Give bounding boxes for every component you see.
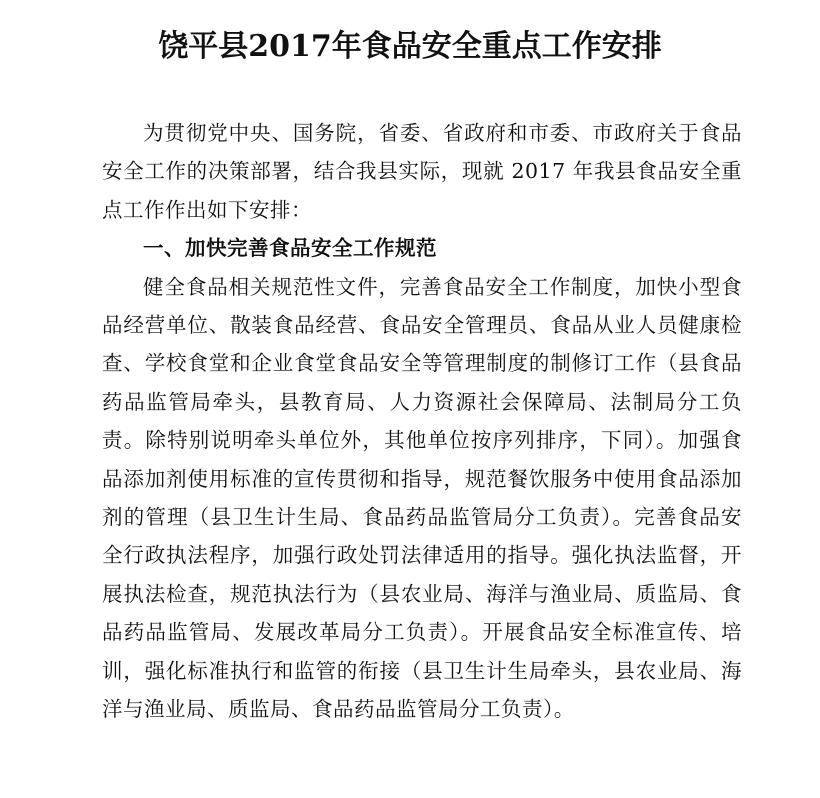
section-heading: 一、加快完善食品安全工作规范 [143, 236, 437, 261]
document-body [102, 114, 742, 729]
document-title: 饶平县2017年食品安全重点工作安排 [158, 29, 662, 64]
section-paragraph: 健全食品相关规范性文件，完善食品安全工作制度，加快小型食品经营单位、散装食品经营、食品安全管理员、食品从业人员健康检查、学校食堂和企业食堂食品安全等管理制度的制修订工作（县食品药品监管局牵头，县教育局、人力资源社会保障局、法制局分工负责。除特别说明牵头单位外，其他单位按序列排序，下同）。加强食品添加剂使用标准的宣传贯彻和指导，规范餐饮服务中使用食品添加剂的管理（县卫生计生局、食品药品监管局分工负责）。完善食品安全行政执法程序，加强行政处罚法律适用的指导。强化执法监督，开展执法检查，规范执法行为（县农业局、海洋与渔业局、质监局、食品药品监管局、发展改革局分工负责）。开展食品安全标准宣传、培训，强化标准执行和监管的衔接（县卫生计生局牵头，县农业局、海洋与渔业局、质监局、食品药品监管局分工负责）。 [102, 274, 742, 722]
intro-paragraph: 为贯彻党中央、国务院，省委、省政府和市委、市政府关于食品安全工作的决策部署，结合我县实际，现就 2017 年我县食品安全重点工作作出如下安排： [102, 121, 742, 222]
